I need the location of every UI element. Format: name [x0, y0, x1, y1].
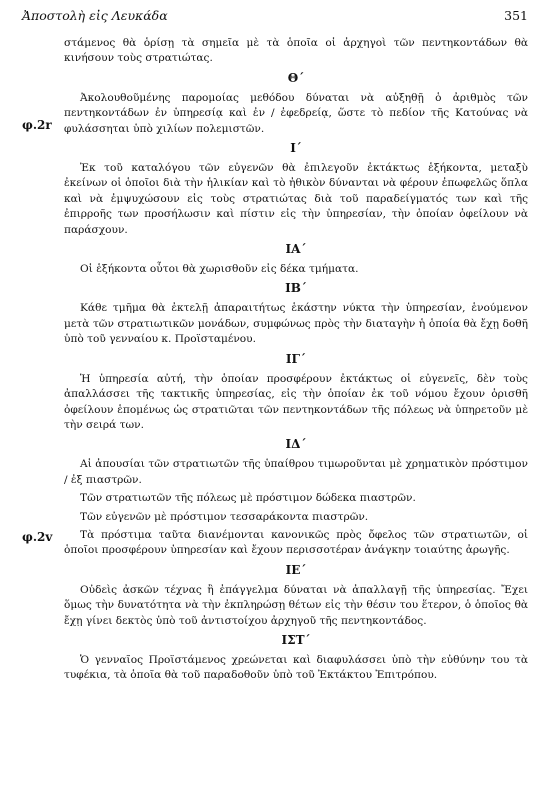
section-paragraph: Αἱ ἀπουσίαι τῶν στρατιωτῶν τῆς ὑπαίθρου τιμωροῦνται μὲ χρηματικὸν πρόστιμον / ἐξ πιαστρῶν. [64, 458, 528, 486]
section-paragraph: Οὐδεὶς ἀσκῶν τέχνας ἢ ἐπάγγελμα δύναται νὰ ἀπαλλαγῇ τῆς ὑπηρεσίας. Ἔχει ὅμως τὴν δυνατότητα νὰ τὴν ἐκπληρώσῃ θέτων εἰς τὴν θέσιν του ἕτερον, ὁ ὁποῖος θὰ ἔχῃ γίνει δεκτὸς ὑπὸ τοῦ ἀντιστοίχου ἀρχηγοῦ τῆς πεντηκοντάδος. [64, 583, 528, 627]
section-11 [64, 242, 528, 277]
section-paragraph: Κάθε τμῆμα θὰ ἐκτελῇ ἀπαραιτήτως ἑκάστην νύκτα τὴν ὑπηρεσίαν, ἑνούμενον μετὰ τῶν στρατιωτικῶν μονάδων, συμφώνως πρὸς τὴν διαταγὴν ἡ ὁποία θὰ ἔχῃ δοθῆ ὑπὸ τοῦ γενναίου κ. Προϊσταμένου. [64, 302, 528, 346]
body-text [64, 36, 528, 687]
section-paragraph: Οἱ ἑξήκοντα οὗτοι θὰ χωρισθοῦν εἰς δέκα τμήματα. [80, 263, 359, 276]
section-heading: ΙΣΤ΄ [281, 632, 311, 647]
intro-paragraph: στάμενος θὰ ὁρίσῃ τὰ σημεῖα μὲ τὰ ὁποῖα οἱ ἀρχηγοὶ τῶν πεντηκοντάδων θὰ κινήσουν τοὺς στρατιώτας. [64, 37, 528, 65]
page-number: 351 [504, 8, 528, 23]
section-15 [64, 563, 528, 629]
section-16 [64, 633, 528, 684]
section-paragraph: Τῶν στρατιωτῶν τῆς πόλεως μὲ πρόστιμον δώδεκα πιαστρῶν. [80, 492, 416, 505]
folio-marker-recto: φ.2r [22, 118, 52, 132]
section-13 [64, 352, 528, 434]
section-heading: ΙΑ΄ [285, 242, 307, 257]
section-paragraph: Τὰ πρόστιμα ταῦτα διανέμονται κανονικῶς πρὸς ὄφελος τῶν στρατιωτῶν, οἱ ὁποῖοι προσφέρουν ὑπηρεσίαν καὶ ἔχουν περισσοτέραν ἀνάγκην τοιαύτης ἀρωγῆς. [64, 528, 528, 557]
section-9 [64, 71, 528, 137]
section-paragraph: Ὁ γενναῖος Προϊστάμενος χρεώνεται καὶ διαφυλάσσει ὑπὸ τὴν εὐθύνην του τὰ τυφέκια, τὰ ὁποῖα θὰ τοῦ παραδοθοῦν ὑπὸ τοῦ Ἐκτάκτου Ἐπιτρόπου. [64, 653, 528, 682]
running-title: Ἀποστολὴ εἰς Λευκάδα [22, 8, 168, 23]
section-paragraph: Ἡ ὑπηρεσία αὐτή, τὴν ὁποίαν προσφέρουν ἐκτάκτως οἱ εὐγενεῖς, δὲν τοὺς ἀπαλλάσσει τῆς τακτικῆς ὑπηρεσίας, εἰς τὴν ὁποίαν ἐκ τοῦ νόμου ἔχουν ὁρισθῆ ὀφείλουν ἑπομένως ὡς στρατιῶται τῶν πεντηκοντάδων τῆς πόλεως νὰ ὑπηρετοῦν μὲ τὴν σειρά των. [64, 372, 528, 431]
section-paragraph: Τῶν εὐγενῶν μὲ πρόστιμον τεσσαράκοντα πιαστρῶν. [80, 510, 369, 523]
running-head [22, 8, 528, 26]
section-heading: Ι΄ [290, 141, 302, 156]
section-paragraph: Ἐκ τοῦ καταλόγου τῶν εὐγενῶν θὰ ἐπιλεγοῦν ἐκτάκτως ἑξήκοντα, μεταξὺ ἐκείνων οἱ ὁποῖοι διὰ τὴν ἡλικίαν καὶ τὸ ἠθικὸν δύνανται νὰ φέρουν ἐπωφελῶς ὅπλα καὶ νὰ ἐμψυχώσουν εἰς τοὺς στρατιώτας διὰ τοῦ παραδείγματός των καὶ τῆς ἐπιρροῆς των προσήλωσιν καὶ πίστιν εἰς τὴν ὑπηρεσίαν, τὴν ὁποίαν ὀφείλουν νὰ παράσχουν. [64, 162, 528, 236]
section-12 [64, 281, 528, 347]
section-heading: ΙΕ΄ [285, 562, 307, 577]
section-heading: ΙΔ΄ [285, 437, 307, 452]
section-heading: Θ΄ [287, 70, 305, 85]
section-14 [64, 437, 528, 558]
folio-marker-verso: φ.2v [22, 530, 53, 544]
section-heading: ΙΓ΄ [285, 351, 307, 366]
section-paragraph: Ἀκολουθοῦμένης παρομοίας μεθόδου δύναται νὰ αὐξηθῇ ὁ ἀριθμὸς τῶν πεντηκοντάδων ἐν ὑπηρεσίᾳ καὶ ἐν / ἐφεδρείᾳ, ὥστε τὸ πεδίον τῆς Κατούνας νὰ φυλάσσηται ὑπὸ χιλίων πολεμιστῶν. [64, 91, 528, 135]
section-heading: ΙΒ΄ [285, 281, 307, 296]
section-10 [64, 141, 528, 238]
